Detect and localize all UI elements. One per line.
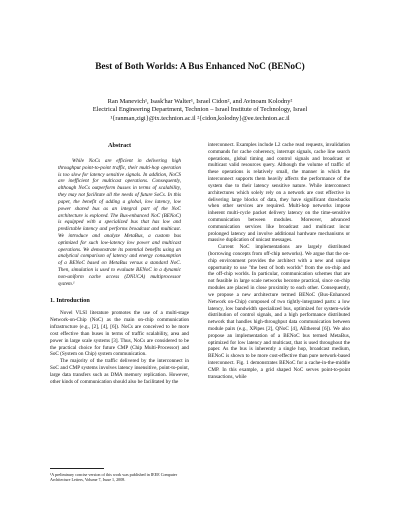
left-column xyxy=(50,142,189,385)
intro-paragraph-1: Novel VLSI literature promotes the use of a multi-stage Network-on-Chip (NoC) as the main on-chip communication infrastructure (e.g., [2], [4], [6]). NoCs are conceived to be more cost effective than buses in terms of traffic scalability, area and power in large scale systems [3]. Thus, NoCs are considered to be the practical choice for future CMP (Chip Multi-Processor) and SoC (System on Chip) system communication. xyxy=(50,310,189,358)
right-paragraph-1: interconnect. Examples include L2 cache read requests, invalidation commands for cache coherency, interrupt signals, cache line search operations, global timing and control signals and broadcast or multicast valid resources query. Although the volume of traffic of these operations is relatively small, the manner in which the interconnect supports them heavily affects the performance of the system due to their latency sensitive nature. While interconnect architectures which solely rely on a network are cost effective in delivering large blocks of data, they have significant drawbacks when other services are required. Multi-hop networks impose inherent multi-cycle packet delivery latency on the time-sensitive communication between modules. Moreover, advanced communication services like broadcast and multicast incur prolonged latency and involve additional hardware mechanisms or massive duplication of unicast messages. xyxy=(208,142,350,244)
author-emails: ¹{ranman,zigi}@tx.technion.ac.il ²{cidon,kolodny}@ee.technion.ac.il xyxy=(110,114,290,122)
right-paragraph-2: Current NoC implementations are largely distributed (borrowing concepts from off-chip networks). We argue that the on-chip environment provides the architect with a new and unique opportunity to use "the best of both worlds" from the on-chip and the off-chip worlds. In particular, communication schemes that are not feasible in large scale networks become practical, since on-chip modules are placed in close proximity to each other. Consequently, we propose a new architecture termed BENoC (Bus-Enhanced Network on-Chip) composed of two tightly-integrated parts: a low latency, low bandwidth specialized bus, optimized for system-wide distribution of control signals, and a high performance distributed network that handles high-throughput data communication between module pairs (e.g., XPipes [2], QNoC [4], AEthereal [6]). We also propose an implementation of a BENoC bus termed MetaBus, optimized for low latency and multicast, that is used throughout the paper. As the bus is inherently a single hop, broadcast medium, BENoC is shown to be more cost-effective than pure network-based interconnect. Fig. 1 demonstrates BENoC for a cache-in-the-middle CMP. In this example, a grid shaped NoC serves point-to-point transactions, while xyxy=(208,244,350,380)
intro-heading: 1. Introduction xyxy=(50,297,90,305)
footnote-divider xyxy=(50,468,104,469)
abstract-text: While NoCs are efficient in delivering high throughput point-to-point traffic, their multi-hop operation is too slow for latency sensitive signals. In addition, NoCS are inefficient for multicast operations. Consequently, although NoCs outperform busses in terms of scalability, they may not facilitate all the needs of future SoCs. In this paper, the benefit of adding a global, low latency, low power shared bus as an integral part of the NoC architecture is explored. The Bus-enhanced NoC (BENoC) is equipped with a specialized bus that has low and predictable latency and performs broadcast and multicast. We introduce and analyze MetaBus, a custom bus optimized for such low-latency low power and multicast operations. We demonstrate its potential benefits using an analytical comparison of latency and energy consumption of a BENoC based on MetaBus versus a standard NoC. Then, simulation is used to evaluate BENoC in a dynamic non-uniform cache access (DNUCA) multiprocessor system.¹ xyxy=(58,158,181,287)
paper-title: Best of Both Worlds: A Bus Enhanced NoC (BENoC) xyxy=(95,62,305,72)
right-column xyxy=(208,142,350,380)
intro-paragraph-2: The majority of the traffic delivered by the interconnect in SoC and CMP systems involves latency insensitive, point-to-point, large data transfers such as DMA memory replication. However, other kinds of communication should also be facilitated by the xyxy=(50,358,189,385)
footnote: ¹A preliminary concise version of this work was published in IEEE Computer Architecture Letters, Volume 7, Issue 1, 2008. xyxy=(50,472,178,483)
abstract-body xyxy=(50,158,189,287)
intro-body xyxy=(50,310,189,385)
author-block xyxy=(0,98,400,123)
author-names: Ran Manevich¹, Isask'har Walter¹, Israel Cidon², and Avinoam Kolodny² xyxy=(107,98,293,105)
abstract-heading: Abstract xyxy=(107,142,132,149)
author-affiliation: Electrical Engineering Department, Technion – Israel Institute of Technology, Israel xyxy=(92,106,308,114)
